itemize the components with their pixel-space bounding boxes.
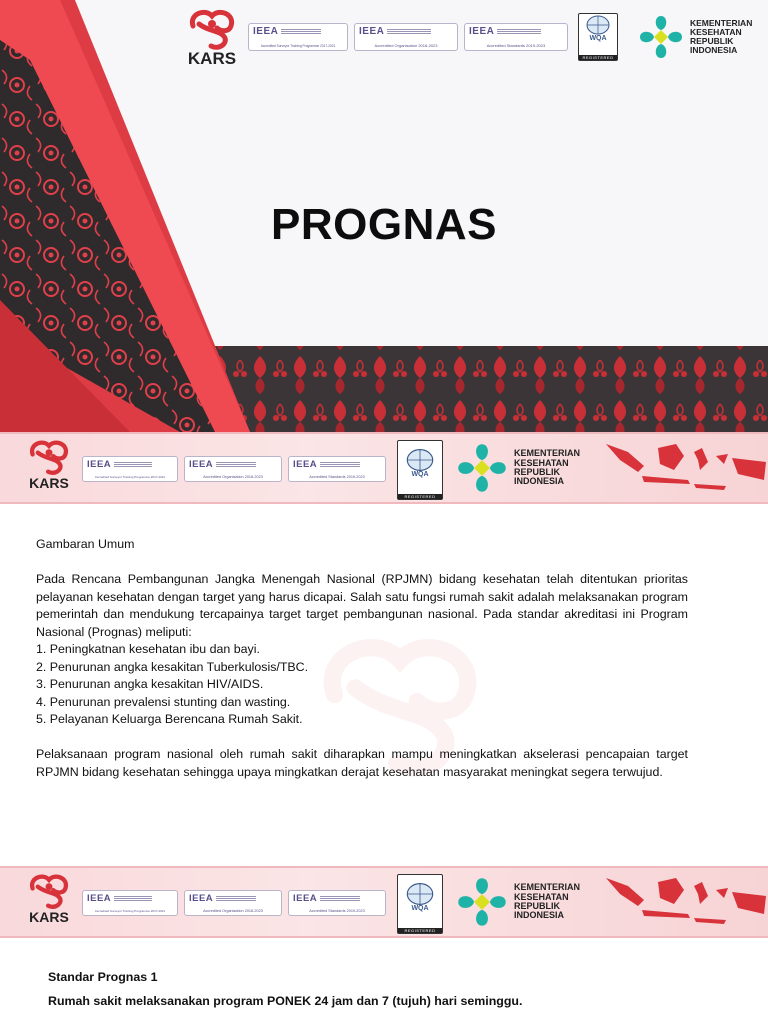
list-item: 4. Penurunan prevalensi stunting dan wasting. — [36, 694, 291, 709]
ieea-badge-2 — [184, 456, 282, 482]
wqa-wordmark: WQA — [589, 35, 607, 42]
kemenkes-emblem-icon — [456, 876, 508, 928]
ieea-badge-1 — [248, 23, 348, 51]
ieea-wordmark: IEEA — [189, 893, 214, 904]
logo-banner-2 — [0, 866, 768, 938]
kars-wordmark: KARS — [29, 475, 69, 491]
kars-logo — [20, 438, 78, 502]
wqa-wordmark: WQA — [411, 905, 429, 912]
globe-icon — [405, 447, 435, 473]
ieea-wordmark: IEEA — [253, 26, 279, 37]
ieea-caption: Accredited Organisation 2018-2023 — [374, 43, 438, 48]
standar-title: Standar Prognas 1 — [48, 970, 158, 984]
ieea-wordmark: IEEA — [293, 459, 318, 470]
ieea-caption: Accredited Standards 2019-2023 — [486, 43, 546, 48]
ieea-badge-1 — [82, 890, 178, 916]
kars-logo — [20, 872, 78, 936]
kemenkes-logo — [456, 442, 580, 494]
list-item: 2. Penurunan angka kesakitan Tuberkulosis/TBC. — [36, 659, 309, 674]
wqa-badge — [397, 440, 443, 500]
wqa-badge — [578, 13, 618, 61]
ieea-caption: Accredited Surveyor Training Programme 2017-2021 — [94, 909, 166, 913]
wqa-wordmark: WQA — [411, 471, 429, 478]
list-item: 3. Penurunan angka kesakitan HIV/AIDS. — [36, 677, 264, 691]
indonesia-map-icon — [598, 434, 768, 504]
wqa-registered-label: REGISTERED — [398, 928, 442, 933]
kars-logo — [182, 8, 242, 67]
prognas-list — [36, 641, 688, 729]
ieea-wordmark: IEEA — [189, 459, 214, 470]
ieea-wordmark: IEEA — [359, 26, 385, 37]
kemenkes-wordmark: KEMENTERIAN KESEHATAN REPUBLIK INDONESIA — [690, 18, 753, 55]
standar-section — [48, 970, 522, 1008]
kars-wordmark: KARS — [187, 48, 237, 68]
list-item: 1. Peningkatnan kesehatan ibu dan bayi. — [36, 642, 260, 656]
intro-paragraph: Pada Rencana Pembangunan Jangka Menengah Nasional (RPJMN) bidang kesehatan telah ditentukan prioritas pelayanan kesehatan dengan target yang harus dicapai. Salah satu fungsi rumah sakit adalah melaksanakan program pemerintah dan mendukung tercapainya target target pembangunan nasional. Pada standar akreditasi ini Program Nasional (Prognas) meliputi: — [36, 572, 688, 639]
indonesia-map-icon — [598, 868, 768, 938]
ieea-badge-1 — [82, 456, 178, 482]
ieea-wordmark: IEEA — [293, 893, 318, 904]
ieea-caption: Accredited Standards 2019-2023 — [309, 475, 365, 479]
wqa-registered-label: REGISTERED — [398, 494, 442, 499]
ieea-badge-3 — [288, 456, 386, 482]
kemenkes-wordmark: KEMENTERIAN KESEHATAN REPUBLIK INDONESIA — [514, 882, 581, 921]
kemenkes-emblem-icon — [456, 442, 508, 494]
top-logo-row — [182, 8, 752, 66]
kars-emblem-icon — [183, 8, 241, 50]
ieea-wordmark: IEEA — [87, 459, 112, 470]
ieea-caption: Accredited Organisation 2018-2023 — [203, 475, 263, 479]
ieea-badge-row — [82, 890, 386, 916]
ieea-wordmark: IEEA — [469, 26, 495, 37]
ieea-badge-2 — [354, 23, 458, 51]
ieea-caption: Accredited Surveyor Training Programme 2017-2021 — [94, 475, 166, 479]
wqa-badge — [397, 874, 443, 934]
title-slide — [0, 0, 768, 432]
list-item: 5. Pelayanan Keluarga Berencana Rumah Sakit. — [36, 712, 303, 726]
ieea-badge-3 — [464, 23, 568, 51]
ieea-wordmark: IEEA — [87, 893, 112, 904]
ieea-caption: Accredited Organisation 2018-2023 — [203, 909, 263, 913]
closing-paragraph: Pelaksanaan program nasional oleh rumah sakit diharapkan mampu meningkatkan akselerasi pencapaian target RPJMN bidang kesehatan sehingga upaya mingkatkan derajat kesehatan masyarakat meningkat segera terwujud. — [36, 747, 688, 779]
standar-description: Rumah sakit melaksanakan program PONEK 24 jam dan 7 (tujuh) hari seminggu. — [48, 994, 523, 1008]
kars-emblem-icon — [24, 872, 74, 910]
gambaran-umum-section — [36, 536, 688, 781]
ieea-badge-2 — [184, 890, 282, 916]
kemenkes-logo — [638, 14, 752, 60]
kemenkes-logo — [456, 876, 580, 928]
section-heading: Gambaran Umum — [36, 537, 135, 551]
wqa-registered-label: REGISTERED — [579, 55, 617, 60]
kemenkes-wordmark: KEMENTERIAN KESEHATAN REPUBLIK INDONESIA — [514, 448, 581, 487]
ieea-badge-3 — [288, 890, 386, 916]
kars-wordmark: KARS — [29, 909, 69, 925]
ieea-caption: Accredited Standards 2019-2023 — [309, 909, 365, 913]
globe-icon — [585, 14, 611, 36]
ieea-caption: Accredited Surveyor Training Programme 2017-2021 — [260, 44, 336, 48]
ieea-badge-row — [82, 456, 386, 482]
globe-icon — [405, 881, 435, 907]
logo-banner-1 — [0, 432, 768, 504]
kars-emblem-icon — [24, 438, 74, 476]
slide-title: PROGNAS — [271, 200, 497, 249]
kemenkes-emblem-icon — [638, 14, 684, 60]
